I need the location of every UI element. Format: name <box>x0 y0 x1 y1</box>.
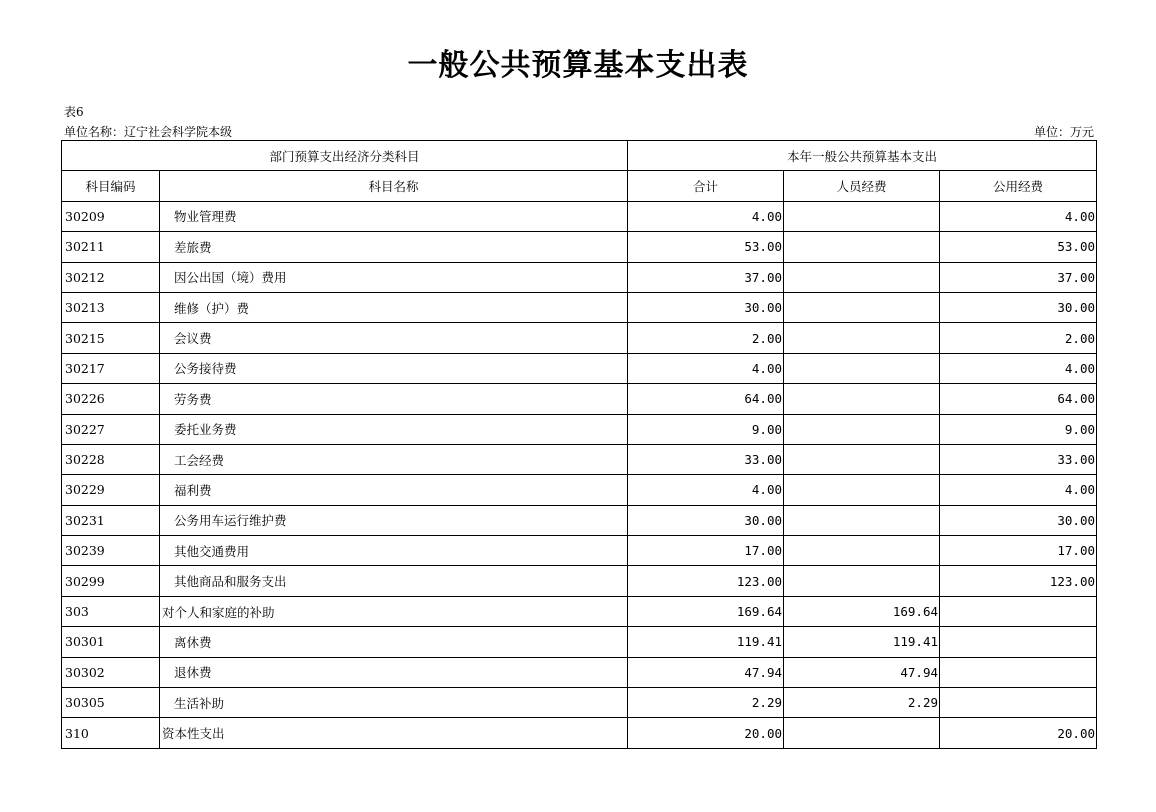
public-cell: 17.00 <box>940 536 1097 566</box>
public-cell: 9.00 <box>940 414 1097 444</box>
table-row <box>62 353 1097 383</box>
subject-code-cell: 30228 <box>62 444 160 474</box>
table-row <box>62 323 1097 353</box>
subject-code-cell: 30231 <box>62 505 160 535</box>
total-cell: 169.64 <box>628 596 784 626</box>
total-cell: 47.94 <box>628 657 784 687</box>
header-total: 合计 <box>628 171 784 201</box>
header-group-row <box>62 141 1097 171</box>
table-row <box>62 414 1097 444</box>
header-subject-name: 科目名称 <box>160 171 628 201</box>
total-cell: 4.00 <box>628 201 784 231</box>
table-row <box>62 475 1097 505</box>
table-row <box>62 444 1097 474</box>
public-cell: 33.00 <box>940 444 1097 474</box>
subject-name-cell: 其他商品和服务支出 <box>160 566 628 596</box>
subject-name-cell: 退休费 <box>160 657 628 687</box>
total-cell: 20.00 <box>628 718 784 748</box>
public-cell: 53.00 <box>940 232 1097 262</box>
subject-code-cell: 30227 <box>62 414 160 444</box>
public-cell <box>940 688 1097 718</box>
subject-name-cell: 离休费 <box>160 627 628 657</box>
table-row <box>62 232 1097 262</box>
page-title: 一般公共预算基本支出表 <box>407 48 749 83</box>
unit-name-label: 单位名称：辽宁社会科学院本级 <box>64 125 233 139</box>
public-cell: 37.00 <box>940 262 1097 292</box>
table-row <box>62 384 1097 414</box>
subject-name-cell: 资本性支出 <box>160 718 628 748</box>
total-cell: 53.00 <box>628 232 784 262</box>
public-cell: 64.00 <box>940 384 1097 414</box>
public-cell: 4.00 <box>940 201 1097 231</box>
table-row <box>62 688 1097 718</box>
header-column-row <box>62 171 1097 201</box>
total-cell: 17.00 <box>628 536 784 566</box>
subject-code-cell: 30215 <box>62 323 160 353</box>
personnel-cell: 169.64 <box>784 596 940 626</box>
header-basic-expenditure: 本年一般公共预算基本支出 <box>628 141 1097 171</box>
personnel-cell <box>784 505 940 535</box>
subject-code-cell: 30302 <box>62 657 160 687</box>
header-economic-classification: 部门预算支出经济分类科目 <box>62 141 628 171</box>
table-body <box>62 201 1097 748</box>
total-cell: 64.00 <box>628 384 784 414</box>
table-row <box>62 718 1097 748</box>
subject-code-cell: 30229 <box>62 475 160 505</box>
total-cell: 123.00 <box>628 566 784 596</box>
table-row <box>62 505 1097 535</box>
subject-name-cell: 会议费 <box>160 323 628 353</box>
subject-name-cell: 其他交通费用 <box>160 536 628 566</box>
total-cell: 30.00 <box>628 505 784 535</box>
total-cell: 4.00 <box>628 353 784 383</box>
subject-name-cell: 委托业务费 <box>160 414 628 444</box>
table-row <box>62 566 1097 596</box>
table-row <box>62 201 1097 231</box>
personnel-cell <box>784 566 940 596</box>
subject-name-cell: 因公出国（境）费用 <box>160 262 628 292</box>
table-row <box>62 627 1097 657</box>
total-cell: 2.29 <box>628 688 784 718</box>
subject-code-cell: 30212 <box>62 262 160 292</box>
subject-code-cell: 30226 <box>62 384 160 414</box>
total-cell: 37.00 <box>628 262 784 292</box>
subject-code-cell: 30217 <box>62 353 160 383</box>
subject-code-cell: 30305 <box>62 688 160 718</box>
table-row <box>62 536 1097 566</box>
subject-name-cell: 福利费 <box>160 475 628 505</box>
personnel-cell <box>784 414 940 444</box>
subject-code-cell: 30213 <box>62 292 160 322</box>
subject-name-cell: 生活补助 <box>160 688 628 718</box>
subject-name-cell: 物业管理费 <box>160 201 628 231</box>
total-cell: 119.41 <box>628 627 784 657</box>
subject-name-cell: 对个人和家庭的补助 <box>160 596 628 626</box>
public-cell: 2.00 <box>940 323 1097 353</box>
personnel-cell <box>784 718 940 748</box>
subject-code-cell: 310 <box>62 718 160 748</box>
total-cell: 4.00 <box>628 475 784 505</box>
personnel-cell <box>784 384 940 414</box>
header-public-expenses: 公用经费 <box>940 171 1097 201</box>
table-row <box>62 262 1097 292</box>
subject-name-cell: 差旅费 <box>160 232 628 262</box>
total-cell: 2.00 <box>628 323 784 353</box>
subject-code-cell: 303 <box>62 596 160 626</box>
table-row <box>62 657 1097 687</box>
subject-name-cell: 公务用车运行维护费 <box>160 505 628 535</box>
subject-code-cell: 30299 <box>62 566 160 596</box>
public-cell: 20.00 <box>940 718 1097 748</box>
public-cell <box>940 657 1097 687</box>
subject-name-cell: 维修（护）费 <box>160 292 628 322</box>
subject-name-cell: 公务接待费 <box>160 353 628 383</box>
header-subject-code: 科目编码 <box>62 171 160 201</box>
subject-name-cell: 劳务费 <box>160 384 628 414</box>
personnel-cell <box>784 232 940 262</box>
subject-name-cell: 工会经费 <box>160 444 628 474</box>
public-cell: 4.00 <box>940 353 1097 383</box>
personnel-cell: 119.41 <box>784 627 940 657</box>
budget-table <box>61 140 1097 749</box>
personnel-cell <box>784 201 940 231</box>
subject-code-cell: 30209 <box>62 201 160 231</box>
personnel-cell <box>784 292 940 322</box>
header-personnel-expenses: 人员经费 <box>784 171 940 201</box>
personnel-cell <box>784 475 940 505</box>
currency-unit-label: 单位：万元 <box>1033 125 1094 139</box>
table-row <box>62 596 1097 626</box>
public-cell: 4.00 <box>940 475 1097 505</box>
personnel-cell <box>784 323 940 353</box>
personnel-cell: 47.94 <box>784 657 940 687</box>
personnel-cell <box>784 262 940 292</box>
table-number: 表6 <box>64 105 84 119</box>
public-cell: 30.00 <box>940 505 1097 535</box>
subject-code-cell: 30301 <box>62 627 160 657</box>
total-cell: 30.00 <box>628 292 784 322</box>
public-cell: 30.00 <box>940 292 1097 322</box>
public-cell: 123.00 <box>940 566 1097 596</box>
personnel-cell <box>784 353 940 383</box>
public-cell <box>940 596 1097 626</box>
personnel-cell: 2.29 <box>784 688 940 718</box>
total-cell: 9.00 <box>628 414 784 444</box>
table-row <box>62 292 1097 322</box>
personnel-cell <box>784 444 940 474</box>
public-cell <box>940 627 1097 657</box>
subject-code-cell: 30211 <box>62 232 160 262</box>
total-cell: 33.00 <box>628 444 784 474</box>
subject-code-cell: 30239 <box>62 536 160 566</box>
personnel-cell <box>784 536 940 566</box>
